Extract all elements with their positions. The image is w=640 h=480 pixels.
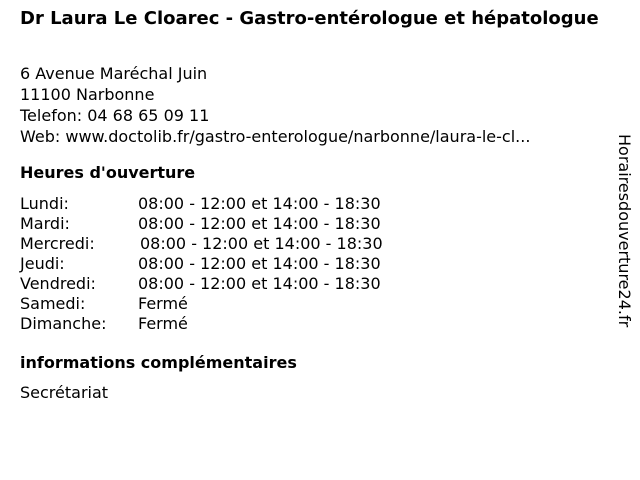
day-times: 08:00 - 12:00 et 14:00 - 18:30	[138, 214, 381, 233]
day-label: Lundi:	[20, 194, 69, 213]
day-times: 08:00 - 12:00 et 14:00 - 18:30	[138, 274, 381, 293]
day-label: Jeudi:	[20, 254, 65, 273]
site-watermark: Horairesdouverture24.fr	[615, 134, 634, 328]
day-label: Dimanche:	[20, 314, 107, 333]
phone-number[interactable]: Telefon: 04 68 65 09 11	[20, 106, 210, 125]
day-times: Fermé	[138, 294, 188, 313]
website-link[interactable]: Web: www.doctolib.fr/gastro-enterologue/narbonne/laura-le-cl...	[20, 127, 531, 146]
info-text: Secrétariat	[20, 383, 109, 402]
day-label: Vendredi:	[20, 274, 96, 293]
day-times: 08:00 - 12:00 et 14:00 - 18:30	[138, 254, 381, 273]
day-label: Mercredi:	[20, 234, 95, 253]
day-label: Samedi:	[20, 294, 86, 313]
day-times: 08:00 - 12:00 et 14:00 - 18:30	[138, 194, 381, 213]
contact-block	[20, 63, 530, 147]
hours-heading: Heures d'ouverture	[20, 163, 196, 182]
page-title: Dr Laura Le Cloarec - Gastro-entérologue et hépatologue	[20, 8, 599, 29]
info-heading: informations complémentaires	[20, 353, 297, 372]
day-times: 08:00 - 12:00 et 14:00 - 18:30	[140, 234, 383, 253]
street-address: 6 Avenue Maréchal Juin	[20, 64, 208, 83]
day-times: Fermé	[138, 314, 188, 333]
city-postal: 11100 Narbonne	[20, 85, 155, 104]
day-label: Mardi:	[20, 214, 70, 233]
